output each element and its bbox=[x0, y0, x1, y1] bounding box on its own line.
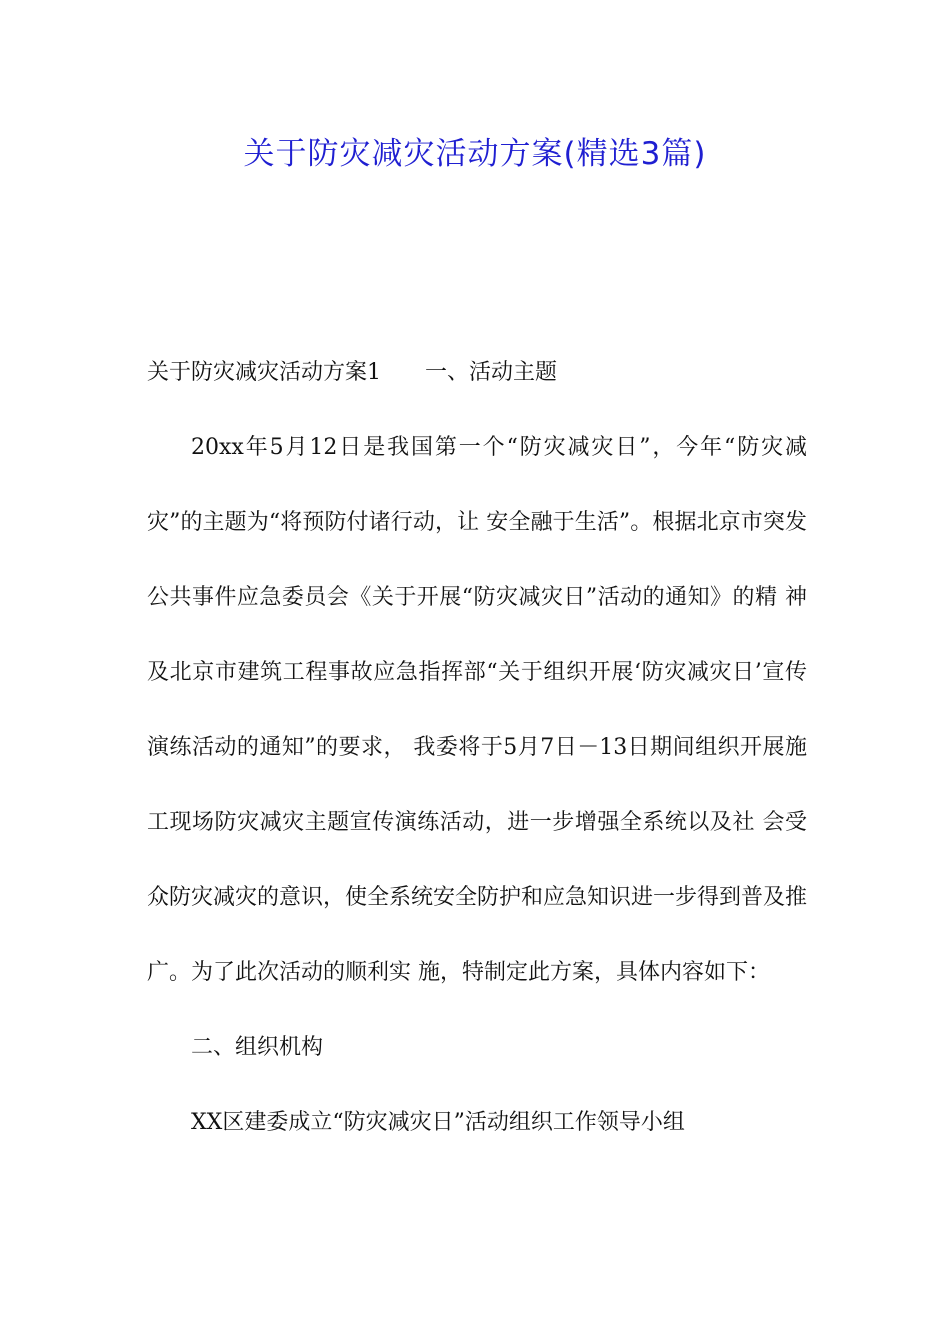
paragraph-organization: XX区建委成立“防灾减灾日”活动组织工作领导小组 bbox=[191, 1110, 685, 1135]
subheading-organization: 二、组织机构 bbox=[191, 1035, 324, 1060]
paragraph-activity-theme: 20xx年5月12日是我国第一个“防灾减灾日”，今年“防灾减灾”的主题为“将预防付诸行动，让 安全融于生活”。根据北京市突发公共事件应急委员会《关于开展“防灾减灾日”活动的通知》的精 神及北京市建筑工程事故应急指挥部“关于组织开展‘防灾减灾日’宣传演练活动的通知”的要求， 我委将于5月7日－13日期间组织开展施工现场防灾减灾主题宣传演练活动，进一步增强全系统以及社 会受众防灾减灾的意识，使全系统安全防护和应急知识进一步得到普及推广。为了此次活动的顺利实 施，特制定此方案，具体内容如下： bbox=[147, 435, 808, 985]
document-title: 关于防灾减灾活动方案(精选3篇) bbox=[243, 136, 707, 172]
subheading-activity-theme: 一、活动主题 bbox=[425, 360, 558, 385]
document-body bbox=[147, 335, 807, 1160]
section-heading: 关于防灾减灾活动方案1 bbox=[147, 360, 381, 385]
section-heading-line bbox=[147, 335, 807, 410]
